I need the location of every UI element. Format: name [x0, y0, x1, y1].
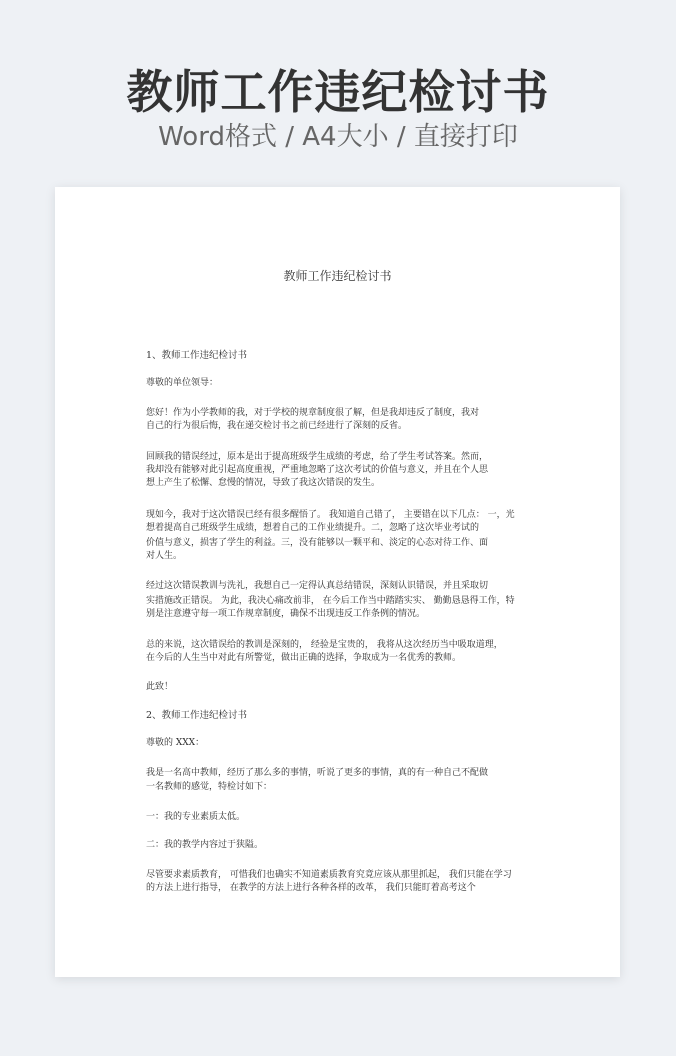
paragraph-line: 我是一名高中教师，经历了那么多的事情，听说了更多的事情，真的有一种自己不配做	[146, 768, 489, 778]
paragraph-line: 二：我的教学内容过于狭隘。	[146, 840, 264, 850]
paragraph-line: 别是注意遵守每一项工作规章制度，确保不出现违反工作条例的情况。	[146, 609, 426, 619]
paragraph-line: 想着提高自己班级学生成绩，想着自己的工作业绩提升。二，忽略了这次毕业考试的	[146, 523, 480, 533]
paragraph-line: 您好！作为小学教师的我，对于学校的规章制度很了解，但是我却违反了制度，我对	[146, 408, 480, 418]
paragraph-line: 在今后的人生当中对此有所警觉，做出正确的选择，争取成为一名优秀的教师。	[146, 653, 462, 663]
paragraph-line: 价值与意义，损害了学生的利益。三，没有能够以一颗平和、淡定的心态对待工作、面	[146, 538, 489, 548]
document-page	[55, 187, 620, 977]
paragraph-line: 自己的行为很后悔，我在递交检讨书之前已经进行了深刻的反省。	[146, 421, 408, 431]
document-title: 教师工作违纪检讨书	[283, 269, 392, 283]
hero-subtitle: Word格式 / A4大小 / 直接打印	[158, 122, 518, 152]
paragraph-line: 一名教师的感觉，特检讨如下：	[146, 782, 273, 792]
paragraph-line: 实措施改正错误。 为此，我决心痛改前非， 在今后工作当中踏踏实实、 勤勤恳恳得工作，特	[146, 596, 515, 606]
section-heading: 1、教师工作违纪检讨书	[146, 350, 248, 361]
paragraph-line: 现如今，我对于这次错误已经有很多醒悟了。 我知道自己错了， 主要错在以下几点： 一，光	[146, 510, 515, 520]
paragraph-line: 经过这次错误教训与洗礼，我想自己一定得认真总结错误，深刻认识错误，并且采取切	[146, 581, 489, 591]
hero-title: 教师工作违纪检讨书	[126, 65, 550, 119]
paragraph-line: 回顾我的错误经过，原本是出于提高班级学生成绩的考虑，给了学生考试答案。然而，	[146, 452, 489, 462]
salutation: 尊敬的 XXX：	[146, 738, 205, 748]
paragraph-line: 一：我的专业素质太低。	[146, 812, 246, 822]
paragraph-line: 总的来说，这次错误给的教训是深刻的， 经验是宝贵的， 我将从这次经历当中吸取道理，	[146, 640, 503, 650]
paragraph-line: 的方法上进行指导， 在教学的方法上进行各种各样的改革， 我们只能盯着高考这个	[146, 883, 476, 893]
paragraph-line: 想上产生了松懈、怠慢的情况，导致了我这次错误的发生。	[146, 478, 381, 488]
paragraph-line: 我却没有能够对此引起高度重视，严重地忽略了这次考试的价值与意义，并且在个人思	[146, 465, 489, 475]
closing-line: 此致！	[146, 682, 174, 692]
section-heading: 2、教师工作违纪检讨书	[146, 710, 248, 721]
salutation: 尊敬的单位领导：	[146, 378, 219, 388]
paragraph-line: 对人生。	[146, 551, 183, 561]
paragraph-line: 尽管要求素质教育， 可惜我们也确实不知道素质教育究竟应该从那里抓起， 我们只能在学习	[146, 870, 512, 880]
